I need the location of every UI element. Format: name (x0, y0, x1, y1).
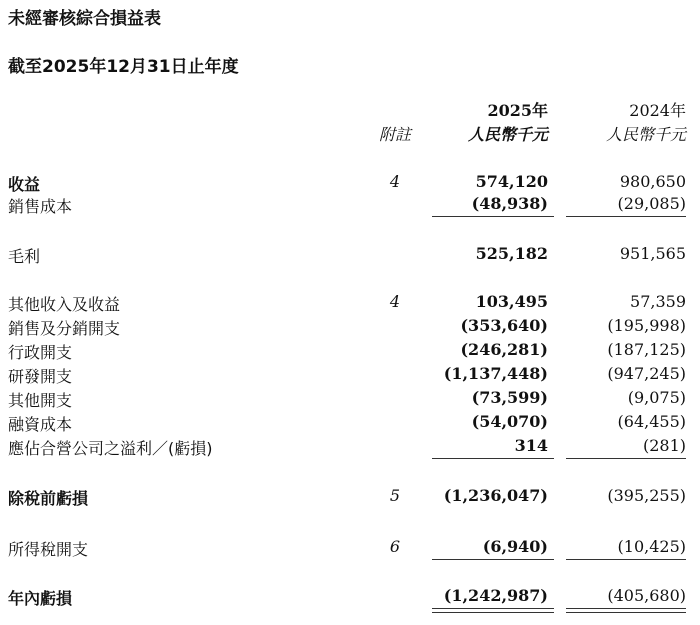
table-row-finance-costs (0, 410, 700, 434)
table-row-loss-for-year (0, 584, 700, 608)
row-value-prior: 951,565 (619, 244, 686, 263)
column-header-unit-prior: 人民幣千元 (605, 125, 686, 144)
row-label: 其他開支 (8, 391, 73, 410)
row-value-prior: (195,998) (607, 316, 686, 335)
row-value-prior: (10,425) (617, 537, 686, 556)
row-value-prior: (405,680) (607, 586, 686, 605)
row-label: 其他收入及收益 (8, 295, 121, 314)
row-note: 6 (389, 537, 401, 556)
row-value-prior: (64,455) (617, 412, 686, 431)
row-value-prior: (187,125) (607, 340, 686, 359)
row-value-prior: 57,359 (630, 292, 686, 311)
row-value-prior: (29,085) (617, 194, 686, 213)
row-value-current: (1,137,448) (443, 364, 548, 383)
row-value-prior: (281) (642, 436, 686, 455)
row-value-current: (48,938) (471, 194, 548, 213)
row-label: 所得稅開支 (8, 540, 89, 559)
row-label: 收益 (8, 175, 41, 194)
row-label: 年內虧損 (8, 589, 73, 608)
table-row-rnd-expenses (0, 362, 700, 386)
row-label: 除稅前虧損 (8, 489, 89, 508)
row-value-current: (1,236,047) (443, 486, 548, 505)
row-label: 銷售及分銷開支 (8, 319, 121, 338)
row-value-prior: 980,650 (619, 172, 686, 191)
total-double-rule-current (432, 608, 554, 613)
row-label: 融資成本 (8, 415, 73, 434)
row-value-current: 574,120 (475, 172, 548, 191)
table-row-income-tax (0, 535, 700, 559)
row-value-current: (54,070) (471, 412, 548, 431)
row-label: 毛利 (8, 247, 41, 266)
row-value-current: (1,242,987) (443, 586, 548, 605)
row-note: 4 (389, 172, 401, 191)
row-value-current: (73,599) (471, 388, 548, 407)
row-value-prior: (9,075) (627, 388, 686, 407)
table-row-admin-expenses (0, 338, 700, 362)
table-row-other-expenses (0, 386, 700, 410)
row-value-current: (6,940) (482, 537, 548, 556)
subtotal-rule-prior (566, 458, 686, 459)
subtotal-rule-prior (566, 559, 686, 560)
row-value-current: 314 (514, 436, 548, 455)
table-row-selling-expenses (0, 314, 700, 338)
table-row-loss-before-tax (0, 484, 700, 508)
row-value-current: 525,182 (475, 244, 548, 263)
statement-period: 截至2025年12月31日止年度 (8, 57, 239, 77)
row-note: 5 (389, 486, 401, 505)
row-value-current: 103,495 (475, 292, 548, 311)
table-row-revenue (0, 170, 700, 194)
statement-title: 未經審核綜合損益表 (8, 9, 161, 29)
table-row-share-of-jv (0, 434, 700, 458)
table-row-cost-of-sales (0, 192, 700, 216)
row-label: 應佔合營公司之溢利／(虧損) (8, 439, 213, 458)
subtotal-rule-current (432, 216, 554, 217)
row-value-prior: (395,255) (607, 486, 686, 505)
column-header-note: 附註 (378, 125, 411, 144)
table-row-other-income (0, 290, 700, 314)
row-label: 行政開支 (8, 343, 73, 362)
row-value-current: (246,281) (460, 340, 548, 359)
row-label: 銷售成本 (8, 197, 73, 216)
subtotal-rule-current (432, 458, 554, 459)
row-note: 4 (389, 292, 401, 311)
column-header-unit-current: 人民幣千元 (467, 125, 548, 144)
row-value-prior: (947,245) (607, 364, 686, 383)
row-value-current: (353,640) (460, 316, 548, 335)
column-header-year-current: 2025年 (487, 101, 548, 120)
row-label: 研發開支 (8, 367, 73, 386)
table-row-gross-profit (0, 242, 700, 266)
subtotal-rule-prior (566, 216, 686, 217)
column-header-year-prior: 2024年 (629, 101, 686, 120)
total-double-rule-prior (566, 608, 686, 613)
subtotal-rule-current (432, 559, 554, 560)
